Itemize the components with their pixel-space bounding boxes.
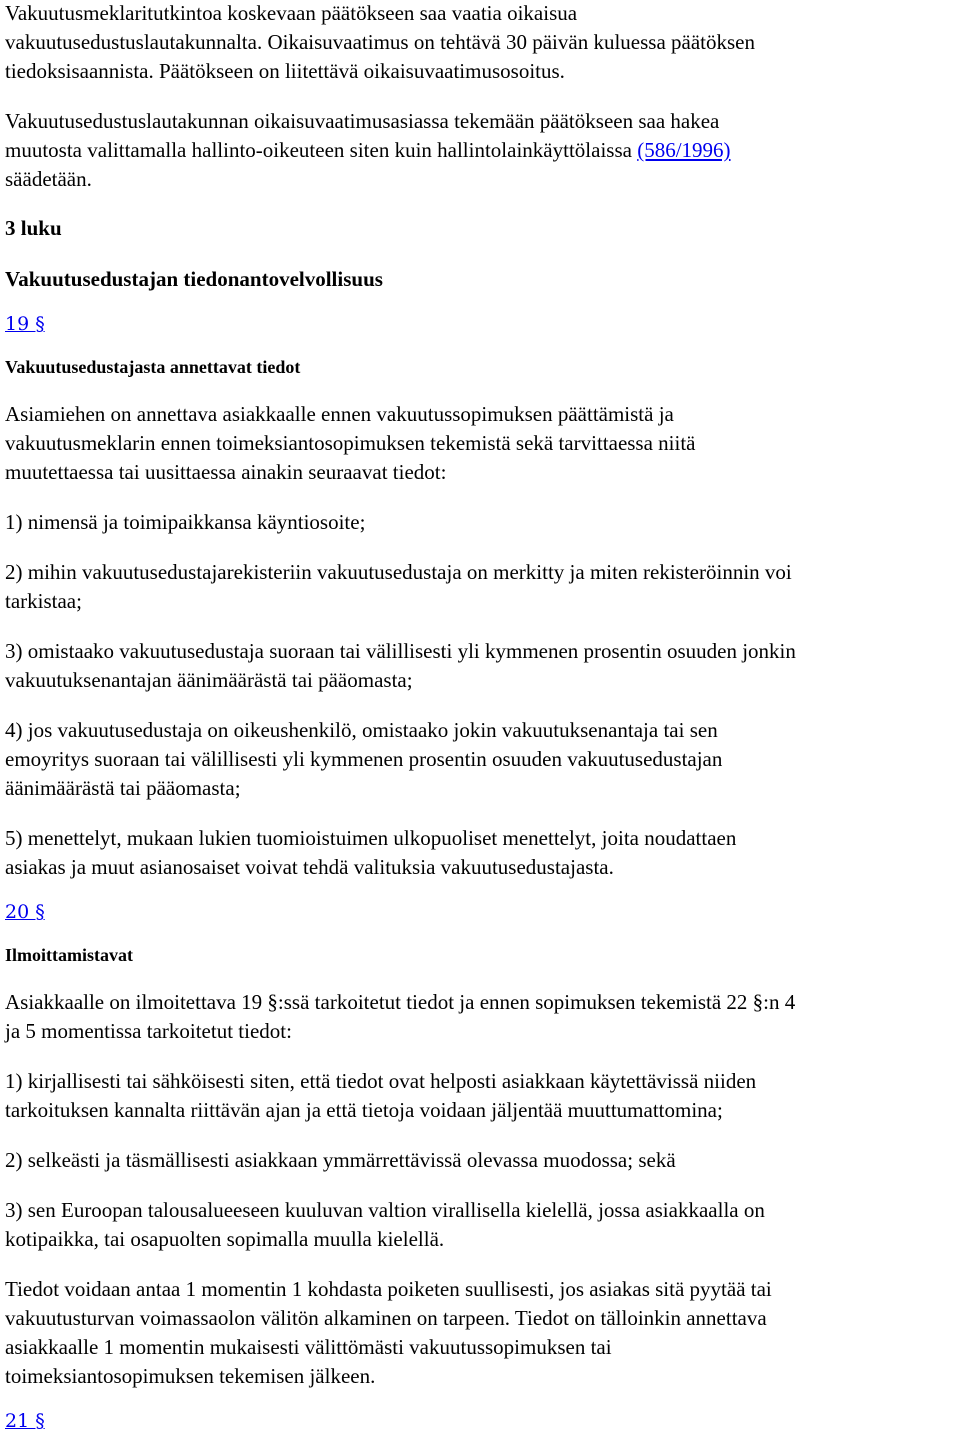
text-line: 1) kirjallisesti tai sähköisesti siten, että tiedot ovat helposti asiakkaan käytettävissä niiden: [5, 1069, 757, 1093]
text-line: 2) selkeästi ja täsmällisesti asiakkaan ymmärrettävissä olevassa muodossa; sekä: [5, 1148, 676, 1172]
chapter-number: 3 luku: [5, 216, 62, 240]
statute-link-586-1996[interactable]: (586/1996): [637, 138, 731, 162]
section-19-item-2: [5, 558, 960, 616]
section-21-heading: [5, 1407, 960, 1434]
text-line: emoyritys suoraan tai välillisesti yli kymmenen prosentin osuuden vakuutusedustajan: [5, 747, 723, 771]
section-19-item-5: [5, 824, 960, 882]
section-20-item-3: [5, 1196, 960, 1254]
section-20-item-1: [5, 1067, 960, 1125]
text-line: kotipaikka, tai osapuolten sopimalla muulla kielellä.: [5, 1227, 445, 1251]
text-line: [5, 136, 960, 165]
text-line: Vakuutusmeklaritutkintoa koskevaan päätökseen saa vaatia oikaisua: [5, 1, 578, 25]
text-line: vakuutusmeklarin ennen toimeksiantosopimuksen tekemistä sekä tarvittaessa niitä: [5, 431, 696, 455]
section-19-item-4: [5, 716, 960, 803]
text-fragment: muutosta valittamalla hallinto-oikeuteen siten kuin hallintolainkäyttölaissa: [5, 138, 638, 162]
text-line: vakuutusturvan voimassaolon välitön alkaminen on tarpeen. Tiedot on tälloinkin annettava: [5, 1306, 767, 1330]
text-line: Asiakkaalle on ilmoitettava 19 §:ssä tarkoitetut tiedot ja ennen sopimuksen tekemistä 22 §:n 4: [5, 990, 796, 1014]
text-line: Asiamiehen on annettava asiakkaalle ennen vakuutussopimuksen päättämistä ja: [5, 402, 674, 426]
section-19-intro: [5, 400, 960, 487]
section-20-item-2: [5, 1146, 960, 1175]
text-line: vakuutusedustuslautakunnalta. Oikaisuvaatimus on tehtävä 30 päivän kuluessa päätöksen: [5, 30, 755, 54]
section-19-item-3: [5, 637, 960, 695]
section-20-link[interactable]: 20 §: [5, 901, 45, 923]
text-line: asiakkaalle 1 momentin mukaisesti välittömästi vakuutussopimuksen tai: [5, 1335, 612, 1359]
text-line: toimeksiantosopimuksen tekemisen jälkeen.: [5, 1364, 376, 1388]
section-19-heading: [5, 310, 960, 337]
text-line: vakuutuksenantajan äänimäärästä tai pääomasta;: [5, 668, 413, 692]
text-line: tarkoituksen kannalta riittävän ajan ja että tietoja voidaan jäljentää muuttumattomina;: [5, 1098, 723, 1122]
text-line: 5) menettelyt, mukaan lukien tuomioistuimen ulkopuoliset menettelyt, joita noudattaen: [5, 826, 737, 850]
section-21-link[interactable]: 21 §: [5, 1410, 45, 1432]
text-line: 4) jos vakuutusedustaja on oikeushenkilö, omistaako jokin vakuutuksenantaja tai sen: [5, 718, 718, 742]
text-line: äänimäärästä tai pääomasta;: [5, 776, 241, 800]
text-line: tiedoksisaannista. Päätökseen on liitettävä oikaisuvaatimusosoitus.: [5, 59, 565, 83]
text-line: 3) omistaako vakuutusedustaja suoraan tai välillisesti yli kymmenen prosentin osuuden jonkin: [5, 639, 796, 663]
text-line: ja 5 momentissa tarkoitetut tiedot:: [5, 1019, 292, 1043]
section-20-heading: [5, 898, 960, 925]
section-19-title: Vakuutusedustajasta annettavat tiedot: [5, 357, 301, 377]
text-line: 2) mihin vakuutusedustajarekisteriin vakuutusedustaja on merkitty ja miten rekisteröinnin voi: [5, 560, 792, 584]
text-line: Vakuutusedustuslautakunnan oikaisuvaatimusasiassa tekemään päätökseen saa hakea: [5, 109, 720, 133]
text-line: Tiedot voidaan antaa 1 momentin 1 kohdasta poiketen suullisesti, jos asiakas sitä pyytää tai: [5, 1277, 772, 1301]
text-line: asiakas ja muut asianosaiset voivat tehdä valituksia vakuutusedustajasta.: [5, 855, 614, 879]
section-20-closing: [5, 1275, 960, 1391]
text-line: muutettaessa tai uusittaessa ainakin seuraavat tiedot:: [5, 460, 447, 484]
section-20-title: Ilmoittamistavat: [5, 945, 133, 965]
text-line: 3) sen Euroopan talousalueeseen kuuluvan valtion virallisella kielellä, jossa asiakkaalla on: [5, 1198, 765, 1222]
chapter-title: Vakuutusedustajan tiedonantovelvollisuus: [5, 267, 383, 291]
section-19-item-1: [5, 508, 960, 537]
paragraph-rectification: [5, 0, 960, 86]
section-19-link[interactable]: 19 §: [5, 313, 45, 335]
paragraph-appeal: [5, 107, 960, 194]
text-line: tarkistaa;: [5, 589, 82, 613]
text-line: säädetään.: [5, 167, 92, 191]
text-line: 1) nimensä ja toimipaikkansa käyntiosoite;: [5, 510, 366, 534]
section-20-intro: [5, 988, 960, 1046]
